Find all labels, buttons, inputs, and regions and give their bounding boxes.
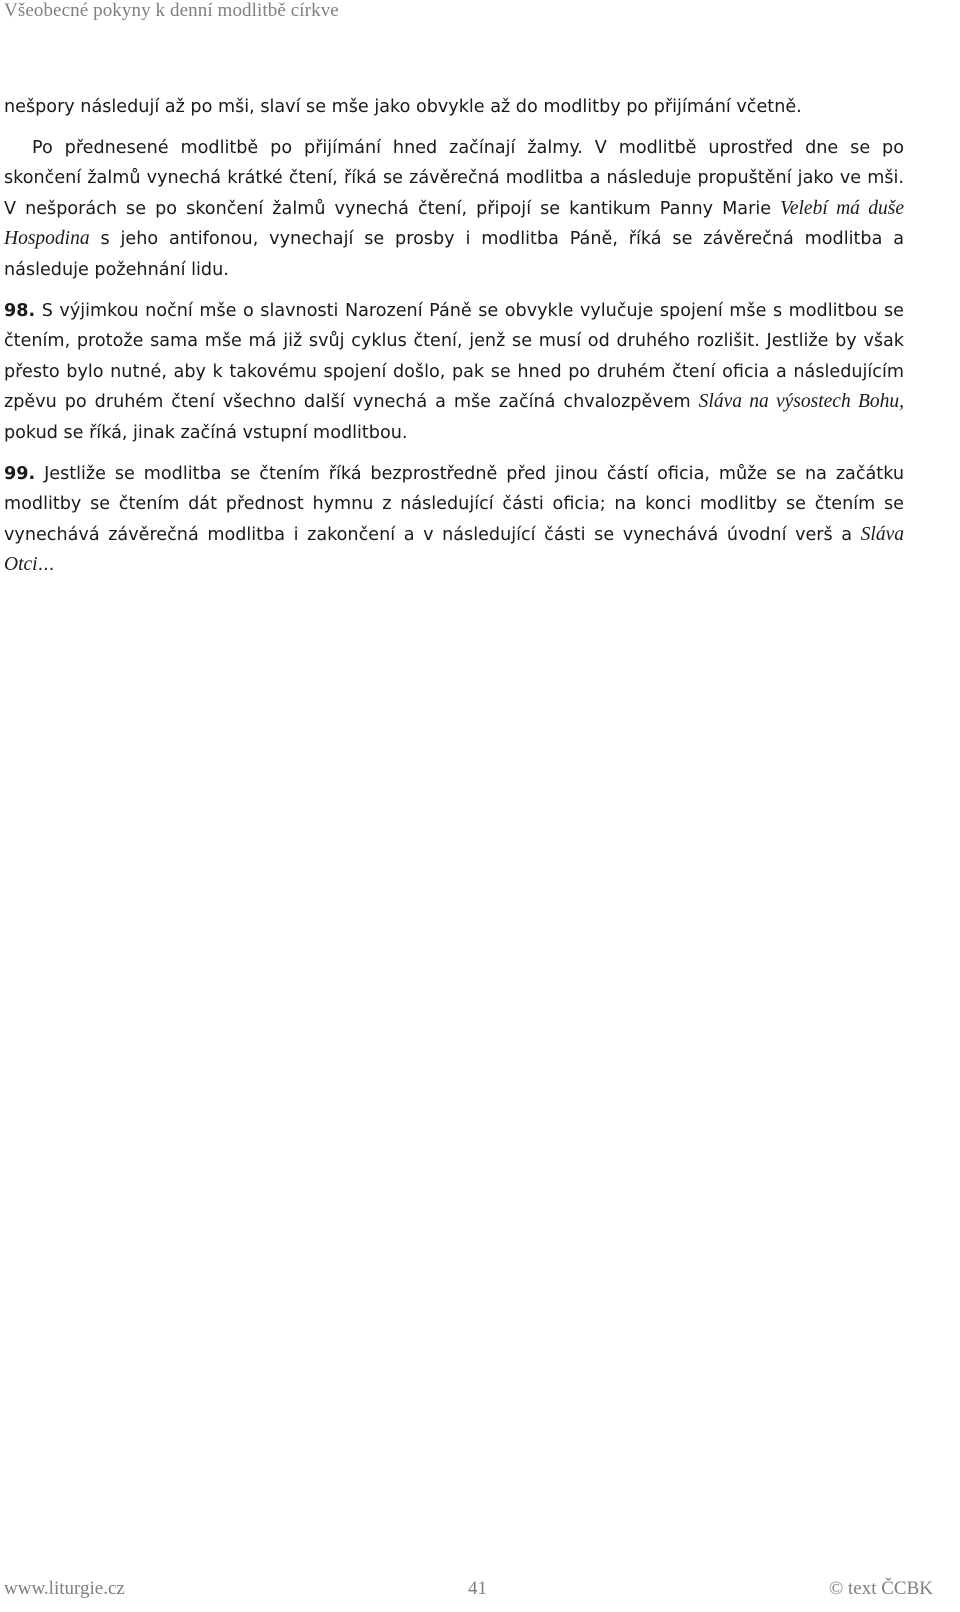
page-number: 41 bbox=[468, 1578, 487, 1599]
paragraph-number: 98. bbox=[4, 300, 36, 321]
paragraph-number: 99. bbox=[4, 463, 36, 484]
paragraph-99 bbox=[4, 459, 904, 581]
paragraph-98 bbox=[4, 296, 904, 449]
paragraph-text: Po přednesené modlitbě po přijímání hned začínají žalmy. V modlitbě uprostřed dne se po skončení žalmů vynechá krátké čtení, říká se závěrečná modlitba a následuje propuštění jako ve mši. V nešporách se po skončení žalmů vynechá čtení, připojí se kantikum Panny Marie bbox=[4, 137, 904, 219]
paragraph-text: ... bbox=[37, 555, 55, 576]
paragraph-mass-vespers bbox=[4, 133, 904, 286]
footer-copyright: © text ČCBK bbox=[828, 1578, 933, 1599]
page-footer bbox=[0, 1578, 960, 1608]
paragraph-text: s jeho antifonou, vynechají se prosby i modlitba Páně, říká se závěrečná modlitba a následuje požehnání lidu. bbox=[4, 229, 904, 280]
paragraph-text: Jestliže se modlitba se čtením říká bezprostředně před jinou částí oficia, může se na začátku modlitby se čtením dát přednost hymnu z následující části oficia; na konci modlitby se čtením se vynechává závěrečná modlitba i zakončení a v následující části se vynechává úvodní verš a bbox=[4, 463, 904, 545]
italic-title: Sláva Otci bbox=[4, 523, 904, 576]
paragraph-text: pokud se říká, jinak začíná vstupní modlitbou. bbox=[4, 422, 408, 443]
footer-website-link[interactable]: www.liturgie.cz bbox=[4, 1578, 125, 1599]
paragraph-text: S výjimkou noční mše o slavnosti Narození Páně se obvykle vylučuje spojení mše s modlitbou se čtením, protože sama mše má již svůj cyklus čtení, jenž se musí od druhého rozlišit. Jestliže by však přesto bylo nutné, aby k takovému spojení došlo, pak se hned po druhém čtení oficia a následujícím zpěvu po druhém čtení všechno další vynechá a mše začíná chvalozpěvem bbox=[4, 300, 904, 413]
running-header: Všeobecné pokyny k denní modlitbě církve bbox=[4, 0, 339, 21]
body-text bbox=[4, 92, 904, 591]
paragraph-text: nešpory následují až po mši, slaví se mše jako obvykle až do modlitby po přijímání včetně. bbox=[4, 97, 802, 117]
paragraph-continuation bbox=[4, 92, 904, 123]
italic-title: Sláva na výsostech Bohu, bbox=[698, 391, 904, 413]
italic-title: Velebí má duše Hospodina bbox=[4, 197, 904, 250]
